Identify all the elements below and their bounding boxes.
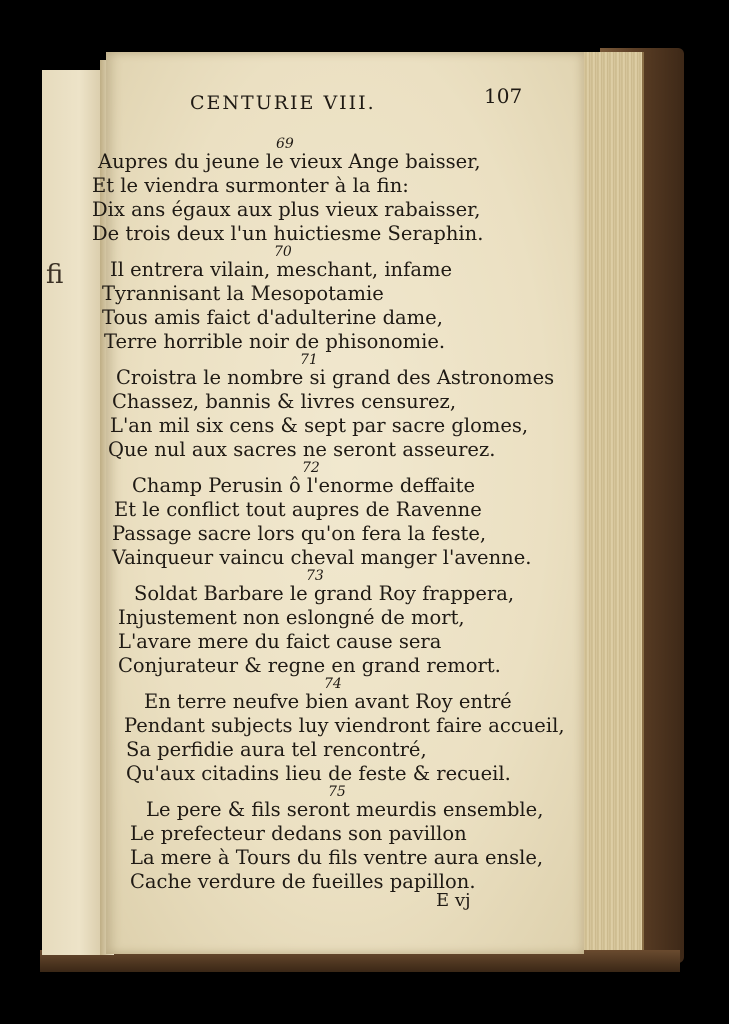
verse-line: Que nul aux sacres ne seront asseurez. (108, 438, 496, 461)
page-text (92, 52, 584, 954)
verse-line: Tous amis faict d'adulterine dame, (102, 306, 443, 329)
verse-line: Et le viendra surmonter à la fin: (92, 174, 409, 197)
verse-line: Qu'aux citadins lieu de feste & recueil. (126, 762, 511, 785)
verse-line: De trois deux l'un huictiesme Seraphin. (92, 222, 484, 245)
quatrain-number: 71 (300, 352, 318, 368)
verse-line: Injustement non eslongné de mort, (118, 606, 465, 629)
verse-line: L'avare mere du faict cause sera (118, 630, 442, 653)
page-number: 107 (484, 84, 523, 108)
verse-line: En terre neufve bien avant Roy entré (144, 690, 512, 713)
verse-line: Sa perfidie aura tel rencontré, (126, 738, 427, 761)
quatrain-number: 72 (302, 460, 320, 476)
verse-line: Passage sacre lors qu'on fera la feste, (112, 522, 487, 545)
verse-line: Tyrannisant la Mesopotamie (102, 282, 384, 305)
verse-line: Il entrera vilain, meschant, infame (110, 258, 452, 281)
quatrain-number: 75 (328, 784, 346, 800)
verse-line: Dix ans égaux aux plus vieux rabaisser, (92, 198, 481, 221)
quatrain-number: 69 (276, 136, 294, 152)
verse-line: Soldat Barbare le grand Roy frappera, (134, 582, 515, 605)
signature-mark: E vj (436, 890, 471, 911)
verse-line: Cache verdure de fueilles papillon. (130, 870, 476, 893)
verse-line: Chassez, bannis & livres censurez, (112, 390, 457, 413)
verse-line: Terre horrible noir de phisonomie. (104, 330, 446, 353)
quatrain-number: 70 (274, 244, 292, 260)
verse-line: Aupres du jeune le vieux Ange baisser, (98, 150, 481, 173)
verse-line: Croistra le nombre si grand des Astronomes (116, 366, 555, 389)
verse-line: L'an mil six cens & sept par sacre glomes, (110, 414, 529, 437)
verse-line: Le pere & fils seront meurdis ensemble, (146, 798, 544, 821)
right-page (92, 52, 584, 954)
running-title: CENTURIE VIII. (190, 92, 376, 114)
left-page-marginal-mark: fi (46, 260, 64, 290)
verse-line: La mere à Tours du fils ventre aura ensle, (130, 846, 544, 869)
verse-line: Vainqueur vaincu cheval manger l'avenne. (112, 546, 532, 569)
verse-line: Et le conflict tout aupres de Ravenne (114, 498, 482, 521)
quatrain-number: 74 (324, 676, 342, 692)
quatrain-number: 73 (306, 568, 324, 584)
verse-line: Conjurateur & regne en grand remort. (118, 654, 501, 677)
verse-line: Le prefecteur dedans son pavillon (130, 822, 467, 845)
verse-line: Pendant subjects luy viendront faire accueil, (124, 714, 565, 737)
verse-line: Champ Perusin ô l'enorme deffaite (132, 474, 475, 497)
